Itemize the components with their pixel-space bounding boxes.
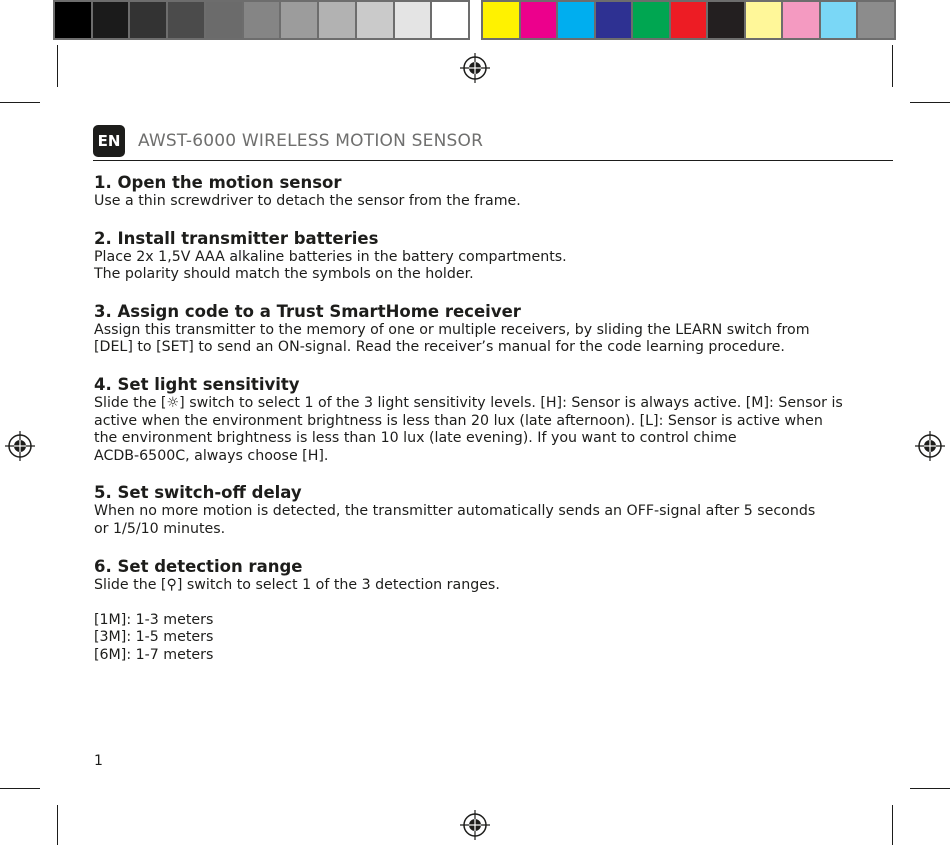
gray-swatch [244, 2, 280, 38]
section-heading: 3. Assign code to a Trust SmartHome receiver [94, 301, 521, 321]
section-body: the environment brightness is less than 10 lux (late evening). If you want to control chime [94, 430, 737, 447]
color-swatch [596, 2, 632, 38]
section-heading: 1. Open the motion sensor [94, 173, 342, 192]
gray-swatch [432, 2, 468, 38]
section-body: active when the environment brightness is less than 20 lux (late afternoon). [L]: Sensor is active when [94, 412, 823, 429]
range-item: [1M]: 1-3 meters [94, 611, 214, 628]
gray-swatch [319, 2, 355, 38]
gray-swatch [93, 2, 129, 38]
grayscale-calibration-bar [53, 0, 470, 40]
section-body: The polarity should match the symbols on the holder. [94, 266, 474, 283]
section-detection-range [94, 557, 864, 665]
section-heading: 5. Set switch-off delay [94, 483, 302, 503]
page-number: 1 [94, 753, 103, 769]
crop-mark [910, 788, 950, 789]
color-swatch [633, 2, 669, 38]
color-calibration-bar [481, 0, 896, 40]
crop-mark [0, 102, 40, 103]
section-switch-off-delay [94, 483, 864, 538]
registration-mark-icon [915, 431, 945, 461]
section-body: ACDB-6500C, always choose [H]. [94, 447, 329, 464]
section-body: [DEL] to [SET] to send an ON-signal. Read the receiver’s manual for the code learning procedure. [94, 339, 785, 356]
gray-swatch [206, 2, 242, 38]
crop-mark [892, 45, 893, 87]
color-swatch [746, 2, 782, 38]
color-swatch [483, 2, 519, 38]
color-swatch [858, 2, 894, 38]
crop-mark [57, 45, 58, 87]
crop-mark [57, 805, 58, 845]
color-swatch [558, 2, 594, 38]
gray-swatch [168, 2, 204, 38]
gray-swatch [395, 2, 431, 38]
crop-mark [0, 788, 40, 789]
language-badge: EN [93, 125, 125, 157]
section-body: When no more motion is detected, the transmitter automatically sends an OFF-signal after 5 seconds [94, 503, 816, 520]
range-item: [6M]: 1-7 meters [94, 646, 214, 663]
instructions-content [94, 173, 864, 683]
gray-swatch [357, 2, 393, 38]
color-swatch [708, 2, 744, 38]
gray-swatch [55, 2, 91, 38]
section-body: Slide the [☼] switch to select 1 of the 3 light sensitivity levels. [H]: Sensor is always active. [M]: Sensor is [94, 394, 843, 411]
section-heading: 2. Install transmitter batteries [94, 228, 379, 248]
section-body: Slide the [⚲] switch to select 1 of the 3 detection ranges. [94, 576, 500, 593]
gray-swatch [281, 2, 317, 38]
header-divider [93, 160, 893, 161]
registration-mark-icon [460, 810, 490, 840]
section-body: Use a thin screwdriver to detach the sensor from the frame. [94, 193, 521, 209]
crop-mark [892, 805, 893, 845]
section-body: Assign this transmitter to the memory of one or multiple receivers, by sliding the LEARN switch from [94, 321, 810, 338]
color-swatch [671, 2, 707, 38]
gray-swatch [130, 2, 166, 38]
section-body: Place 2x 1,5V AAA alkaline batteries in the battery compartments. [94, 248, 567, 265]
color-swatch [783, 2, 819, 38]
section-heading: 4. Set light sensitivity [94, 374, 300, 394]
registration-mark-icon [5, 431, 35, 461]
color-swatch [821, 2, 857, 38]
section-install-batteries [94, 229, 864, 284]
section-assign-code [94, 302, 864, 357]
section-heading: 6. Set detection range [94, 556, 303, 576]
color-swatch [521, 2, 557, 38]
section-open-sensor [94, 173, 864, 211]
document-title: AWST-6000 WIRELESS MOTION SENSOR [138, 131, 484, 151]
section-body: or 1/5/10 minutes. [94, 520, 226, 537]
crop-mark [910, 102, 950, 103]
section-light-sensitivity [94, 375, 864, 465]
registration-mark-icon [460, 53, 490, 83]
range-item: [3M]: 1-5 meters [94, 629, 214, 646]
